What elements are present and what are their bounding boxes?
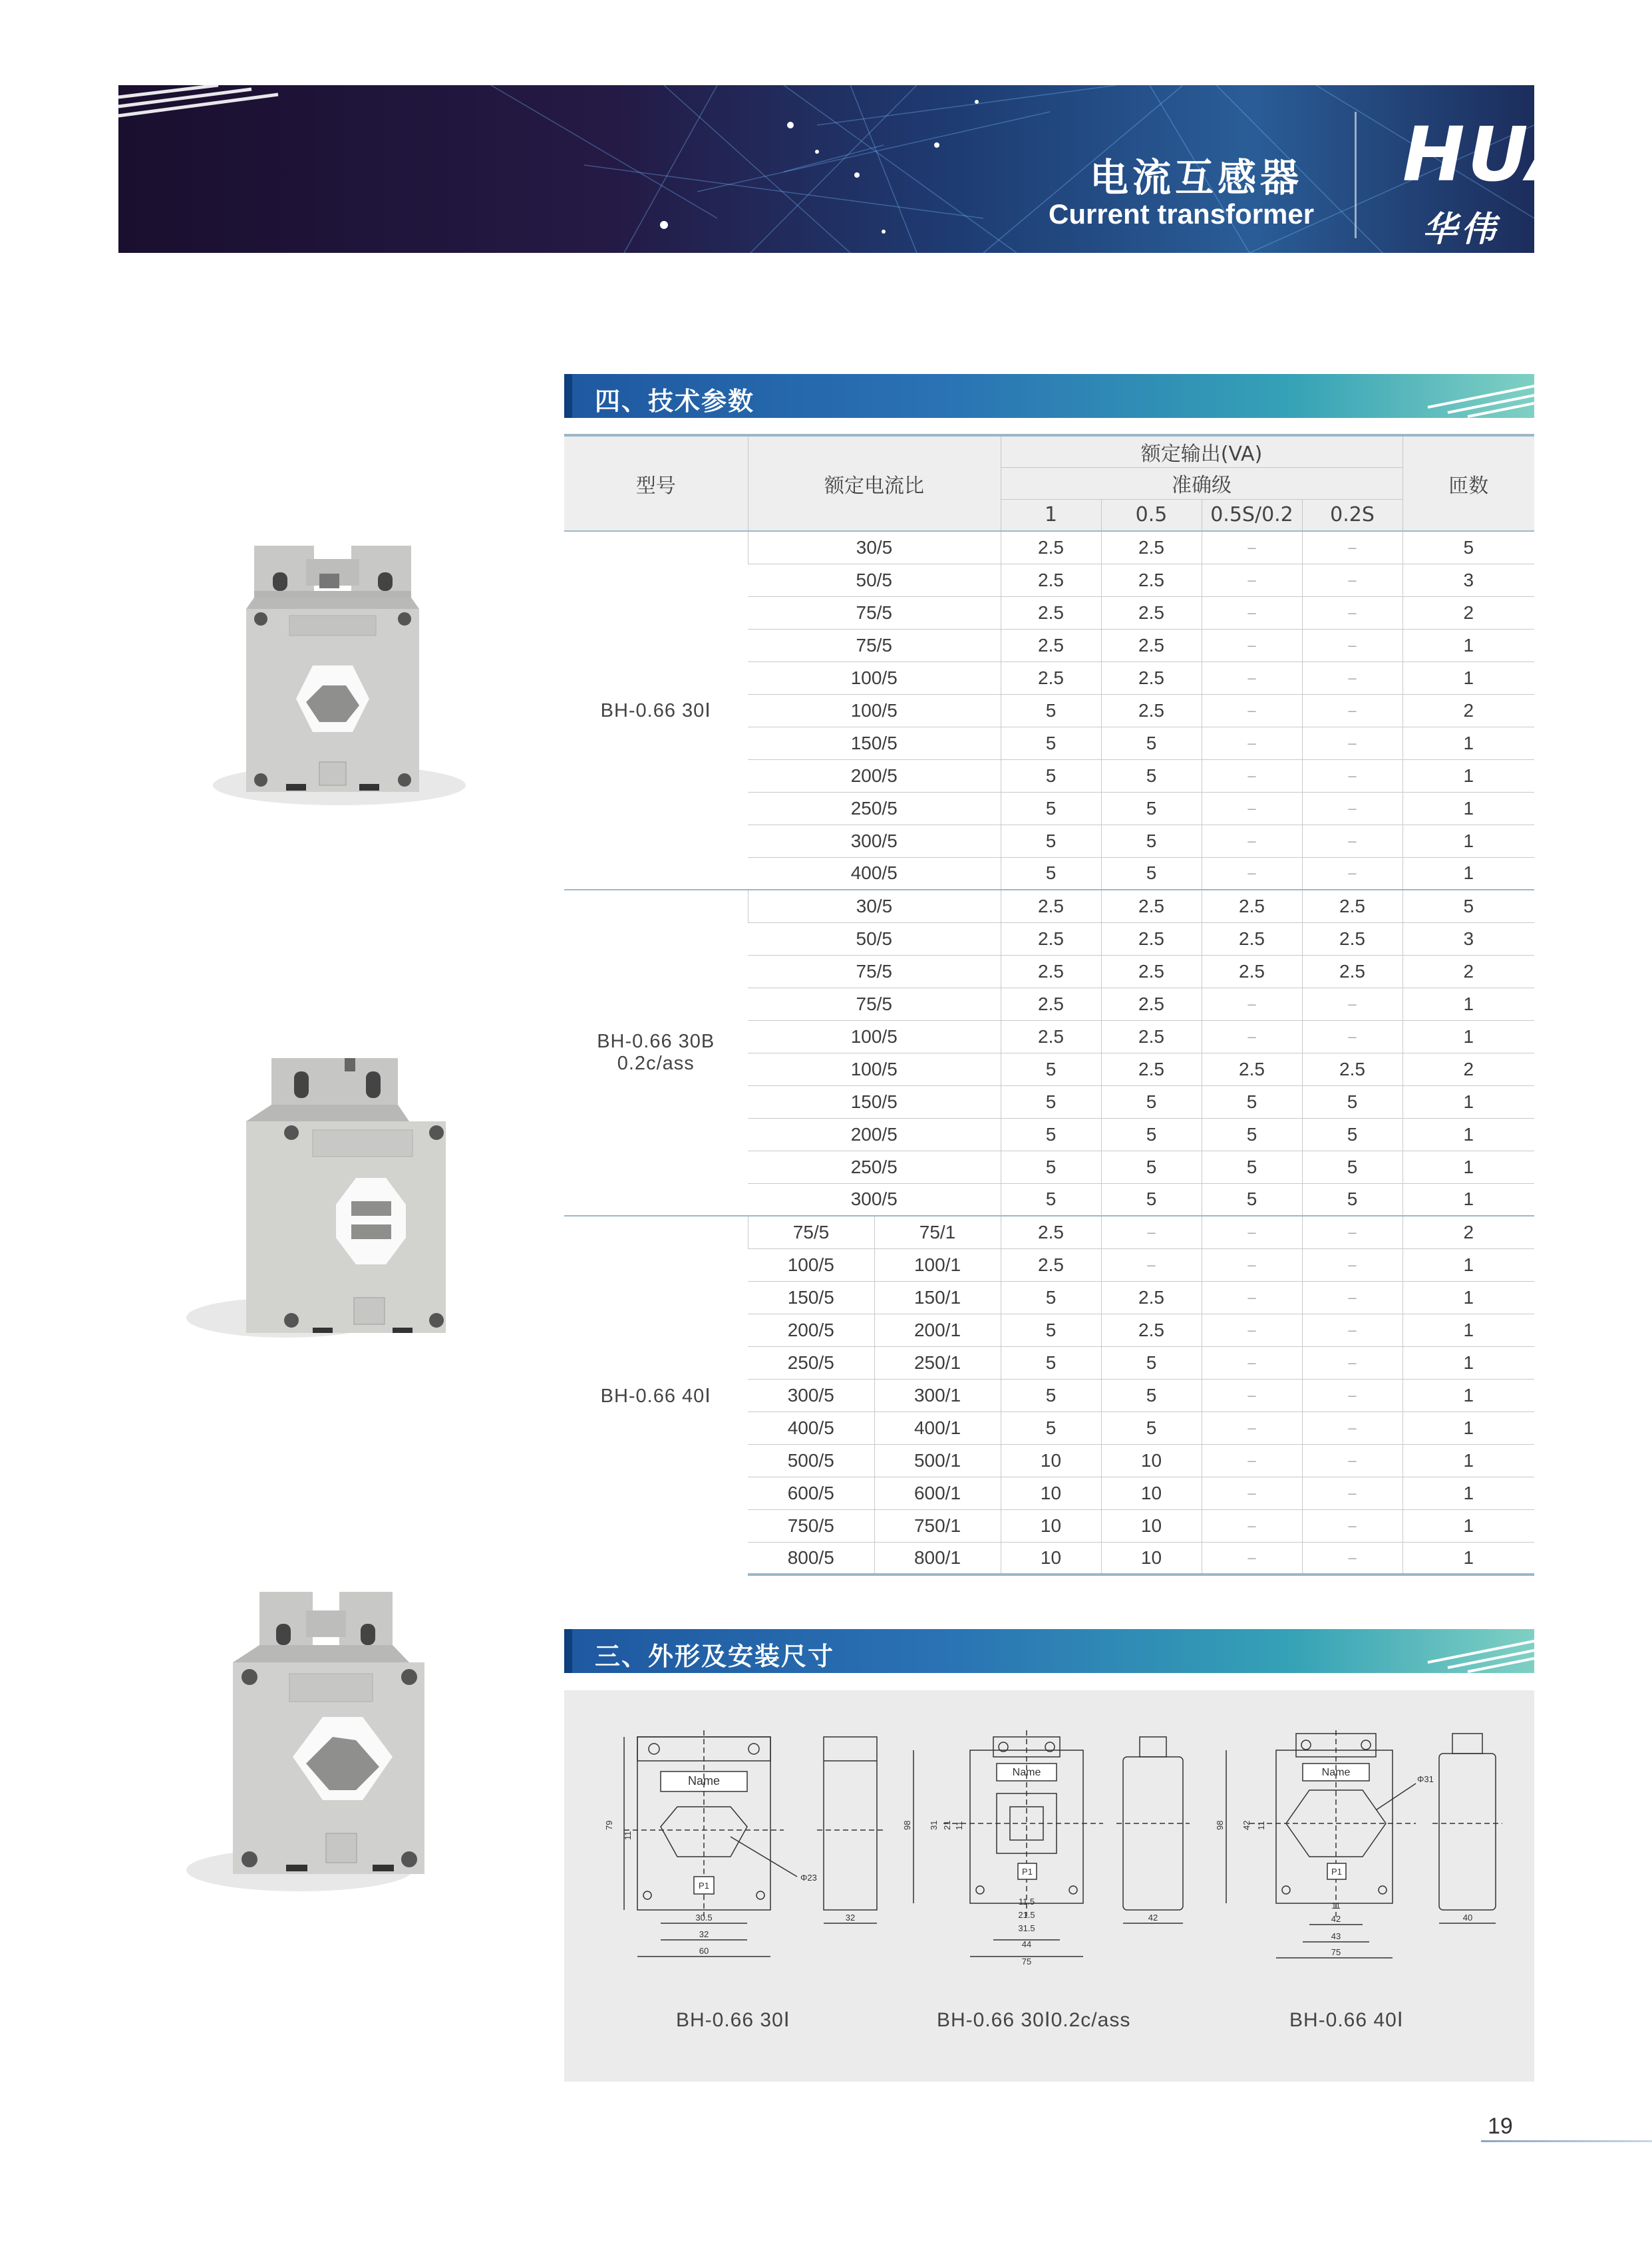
ratio-cell: 100/5	[748, 1248, 874, 1281]
drawing1-name-label: Name	[687, 1774, 721, 1787]
drawing2-p1-label: P1	[1022, 1867, 1033, 1877]
value-cell-c05: –	[1101, 1216, 1202, 1248]
value-cell-c02s: –	[1302, 629, 1403, 661]
col-header-class-05: 0.5	[1101, 499, 1202, 531]
drawing1-dim-height: 79	[604, 1820, 614, 1830]
header-banner	[118, 85, 1588, 299]
ratio-cell: 300/5	[748, 825, 1001, 857]
ratio-cell: 200/5	[748, 759, 1001, 792]
value-cell-c1: 5	[1001, 727, 1101, 759]
drawing1-caption: BH-0.66 30Ⅰ	[676, 2009, 790, 2031]
model-name: BH-0.66 30B	[597, 1031, 715, 1052]
value-cell-c1: 10	[1001, 1509, 1101, 1542]
ratio-cell: 250/5	[748, 1151, 1001, 1183]
ratio-cell: 200/5	[748, 1118, 1001, 1151]
turns-cell: 1	[1403, 1118, 1534, 1151]
ratio-cell: 150/5	[748, 1085, 1001, 1118]
ratio-cell: 250/5	[748, 792, 1001, 825]
value-cell-c05s: –	[1202, 1248, 1302, 1281]
value-cell-c05s: –	[1202, 1379, 1302, 1411]
value-cell-c1: 5	[1001, 1183, 1101, 1216]
turns-cell: 1	[1403, 1477, 1534, 1509]
turns-cell: 1	[1403, 727, 1534, 759]
value-cell-c02s: –	[1302, 857, 1403, 890]
value-cell-c02s: –	[1302, 1509, 1403, 1542]
value-cell-c02s: –	[1302, 727, 1403, 759]
turns-cell: 2	[1403, 1053, 1534, 1085]
value-cell-c1: 2.5	[1001, 988, 1101, 1020]
table-row	[564, 531, 1534, 564]
value-cell-c02s: –	[1302, 1444, 1403, 1477]
value-cell-c05: –	[1101, 1248, 1202, 1281]
value-cell-c05s: –	[1202, 661, 1302, 694]
value-cell-c1: 2.5	[1001, 531, 1101, 564]
ratio-cell: 400/5	[748, 857, 1001, 890]
value-cell-c02s: –	[1302, 1411, 1403, 1444]
drawing-bh066-30i	[597, 1730, 884, 1983]
ratio-cell: 400/5	[748, 1411, 874, 1444]
model-subname: 0.2c/ass	[617, 1053, 695, 1074]
value-cell-c05: 2.5	[1101, 1020, 1202, 1053]
drawing2-name-label: Name	[1012, 1767, 1041, 1778]
value-cell-c1: 10	[1001, 1444, 1101, 1477]
turns-cell: 2	[1403, 596, 1534, 629]
ratio-alt-cell: 250/1	[874, 1346, 1001, 1379]
value-cell-c05: 2.5	[1101, 564, 1202, 596]
value-cell-c1: 2.5	[1001, 1216, 1101, 1248]
value-cell-c05: 5	[1101, 825, 1202, 857]
model-cell	[564, 531, 748, 890]
ratio-cell: 75/5	[748, 596, 1001, 629]
value-cell-c02s: 5	[1302, 1085, 1403, 1118]
turns-cell: 1	[1403, 1085, 1534, 1118]
value-cell-c1: 5	[1001, 1411, 1101, 1444]
value-cell-c1: 5	[1001, 1346, 1101, 1379]
turns-cell: 1	[1403, 792, 1534, 825]
value-cell-c05s: –	[1202, 988, 1302, 1020]
drawing1-dim-11: 11	[623, 1831, 633, 1840]
value-cell-c02s: –	[1302, 531, 1403, 564]
product-photo-bh066-30b	[180, 1051, 479, 1344]
value-cell-c05: 2.5	[1101, 629, 1202, 661]
ratio-alt-cell: 400/1	[874, 1411, 1001, 1444]
ratio-alt-cell: 750/1	[874, 1509, 1001, 1542]
value-cell-c1: 5	[1001, 1118, 1101, 1151]
col-header-ratio: 额定电流比	[748, 435, 1001, 531]
turns-cell: 1	[1403, 1183, 1534, 1216]
section-accent	[564, 1629, 572, 1673]
value-cell-c05: 2.5	[1101, 1053, 1202, 1085]
value-cell-c02s: –	[1302, 792, 1403, 825]
value-cell-c05: 10	[1101, 1509, 1202, 1542]
turns-cell: 1	[1403, 759, 1534, 792]
value-cell-c02s: –	[1302, 1379, 1403, 1411]
turns-cell: 1	[1403, 1444, 1534, 1477]
drawing1-p1-label: P1	[699, 1881, 709, 1891]
value-cell-c05s: –	[1202, 629, 1302, 661]
ratio-cell: 100/5	[748, 1053, 1001, 1085]
turns-cell: 1	[1403, 1346, 1534, 1379]
value-cell-c05: 2.5	[1101, 694, 1202, 727]
ratio-cell: 150/5	[748, 1281, 874, 1314]
value-cell-c1: 10	[1001, 1477, 1101, 1509]
drawing3-dim-42: 42	[1241, 1820, 1251, 1830]
value-cell-c05: 5	[1101, 1118, 1202, 1151]
table-row	[564, 890, 1534, 922]
section-header-dimensions	[564, 1629, 1534, 1673]
value-cell-c02s: –	[1302, 1542, 1403, 1575]
turns-cell: 1	[1403, 1281, 1534, 1314]
turns-cell: 2	[1403, 955, 1534, 988]
value-cell-c05s: –	[1202, 825, 1302, 857]
turns-cell: 1	[1403, 1314, 1534, 1346]
value-cell-c05s: –	[1202, 1411, 1302, 1444]
col-header-turns: 匝数	[1403, 435, 1534, 531]
ratio-alt-cell: 75/1	[874, 1216, 1001, 1248]
drawing2-caption: BH-0.66 30Ⅰ0.2c/ass	[937, 2009, 1131, 2031]
table-row	[564, 1216, 1534, 1248]
value-cell-c05s: –	[1202, 1281, 1302, 1314]
ratio-cell: 30/5	[748, 890, 1001, 922]
turns-cell: 5	[1403, 531, 1534, 564]
drawing3-dim-11b: 11	[1331, 1901, 1341, 1911]
value-cell-c05: 5	[1101, 1183, 1202, 1216]
value-cell-c05: 2.5	[1101, 531, 1202, 564]
value-cell-c1: 5	[1001, 1314, 1101, 1346]
page-number-underline	[1481, 2140, 1652, 2142]
drawing2-dim-31: 31	[929, 1820, 939, 1830]
model-cell	[564, 890, 748, 1216]
value-cell-c02s: –	[1302, 825, 1403, 857]
value-cell-c02s: –	[1302, 988, 1403, 1020]
section-stripes	[1401, 374, 1534, 418]
value-cell-c05s: –	[1202, 694, 1302, 727]
value-cell-c05: 2.5	[1101, 890, 1202, 922]
value-cell-c05s: –	[1202, 1314, 1302, 1346]
drawing3-caption: BH-0.66 40Ⅰ	[1289, 2009, 1404, 2031]
col-header-class-1: 1	[1001, 499, 1101, 531]
value-cell-c05s: 2.5	[1202, 955, 1302, 988]
value-cell-c1: 2.5	[1001, 1020, 1101, 1053]
drawing2-dim-21-5: 21.5	[1018, 1910, 1035, 1920]
ratio-cell: 100/5	[748, 661, 1001, 694]
value-cell-c1: 5	[1001, 1085, 1101, 1118]
turns-cell: 2	[1403, 1216, 1534, 1248]
value-cell-c05s: –	[1202, 1542, 1302, 1575]
value-cell-c05s: –	[1202, 564, 1302, 596]
drawing2-dim-75: 75	[1021, 1957, 1032, 1966]
value-cell-c02s: –	[1302, 661, 1403, 694]
value-cell-c02s: 2.5	[1302, 1053, 1403, 1085]
value-cell-c05: 5	[1101, 759, 1202, 792]
ratio-cell: 50/5	[748, 922, 1001, 955]
ratio-alt-cell: 200/1	[874, 1314, 1001, 1346]
value-cell-c1: 5	[1001, 857, 1101, 890]
value-cell-c05s: 2.5	[1202, 1053, 1302, 1085]
value-cell-c05s: 2.5	[1202, 922, 1302, 955]
turns-cell: 1	[1403, 1509, 1534, 1542]
banner-divider	[1355, 112, 1357, 238]
banner-title-cn: 电流互感器	[1090, 155, 1303, 200]
ratio-cell: 75/5	[748, 955, 1001, 988]
drawing3-dim-98: 98	[1215, 1820, 1225, 1830]
turns-cell: 3	[1403, 922, 1534, 955]
value-cell-c1: 2.5	[1001, 1248, 1101, 1281]
brand-logo-cn: 华伟仪表	[1422, 210, 1500, 299]
turns-cell: 1	[1403, 988, 1534, 1020]
value-cell-c1: 5	[1001, 825, 1101, 857]
section-title-dimensions: 三、外形及安装尺寸	[595, 1642, 835, 1671]
ratio-alt-cell: 800/1	[874, 1542, 1001, 1575]
value-cell-c02s: –	[1302, 1248, 1403, 1281]
value-cell-c05s: –	[1202, 1346, 1302, 1379]
value-cell-c05: 10	[1101, 1477, 1202, 1509]
value-cell-c02s: –	[1302, 694, 1403, 727]
drawing3-dim-11: 11	[1256, 1821, 1266, 1830]
page-number: 19	[1488, 2114, 1513, 2139]
value-cell-c05s: 2.5	[1202, 890, 1302, 922]
spec-table-body	[564, 531, 1534, 1575]
turns-cell: 1	[1403, 857, 1534, 890]
ratio-alt-cell: 150/1	[874, 1281, 1001, 1314]
value-cell-c02s: –	[1302, 596, 1403, 629]
value-cell-c02s: –	[1302, 1477, 1403, 1509]
spec-table	[564, 434, 1534, 1576]
drawing3-dim-43: 43	[1331, 1931, 1341, 1941]
dimension-drawings-panel	[564, 1690, 1534, 2082]
value-cell-c05s: 5	[1202, 1085, 1302, 1118]
value-cell-c02s: –	[1302, 1281, 1403, 1314]
col-header-class-02s: 0.2S	[1302, 499, 1403, 531]
section-accent	[564, 374, 572, 418]
value-cell-c05: 2.5	[1101, 955, 1202, 988]
drawing2-dim-31-5: 31.5	[1018, 1923, 1035, 1933]
ratio-cell: 75/5	[748, 629, 1001, 661]
brand-logo: HUA	[1403, 112, 1588, 198]
value-cell-c05s: –	[1202, 1477, 1302, 1509]
value-cell-c05: 2.5	[1101, 596, 1202, 629]
turns-cell: 1	[1403, 1379, 1534, 1411]
value-cell-c05: 5	[1101, 1085, 1202, 1118]
value-cell-c05s: –	[1202, 1216, 1302, 1248]
value-cell-c02s: –	[1302, 759, 1403, 792]
value-cell-c1: 5	[1001, 1151, 1101, 1183]
value-cell-c05: 5	[1101, 1411, 1202, 1444]
drawing1-dim-phi23: Φ23	[800, 1873, 817, 1883]
ratio-alt-cell: 100/1	[874, 1248, 1001, 1281]
drawing3-dim-75: 75	[1331, 1947, 1341, 1957]
ratio-alt-cell: 300/1	[874, 1379, 1001, 1411]
value-cell-c05s: –	[1202, 727, 1302, 759]
col-header-accuracy: 准确级	[1001, 467, 1403, 499]
value-cell-c1: 5	[1001, 1379, 1101, 1411]
col-header-model: 型号	[564, 435, 748, 531]
ratio-cell: 500/5	[748, 1444, 874, 1477]
turns-cell: 1	[1403, 1542, 1534, 1575]
turns-cell: 1	[1403, 629, 1534, 661]
drawing2-dim-44: 44	[1021, 1939, 1032, 1949]
value-cell-c1: 5	[1001, 1281, 1101, 1314]
value-cell-c05s: 5	[1202, 1183, 1302, 1216]
value-cell-c05s: –	[1202, 596, 1302, 629]
drawing1-dim-side-32: 32	[845, 1913, 856, 1923]
value-cell-c05: 2.5	[1101, 988, 1202, 1020]
ratio-cell: 100/5	[748, 1020, 1001, 1053]
section-title-specs: 四、技术参数	[595, 387, 755, 416]
drawing2-dim-98: 98	[902, 1820, 912, 1830]
value-cell-c02s: 5	[1302, 1183, 1403, 1216]
value-cell-c02s: –	[1302, 1216, 1403, 1248]
value-cell-c05: 5	[1101, 1379, 1202, 1411]
drawing1-dim-30-5: 30.5	[695, 1913, 713, 1923]
value-cell-c02s: –	[1302, 1346, 1403, 1379]
value-cell-c05s: –	[1202, 1020, 1302, 1053]
value-cell-c1: 5	[1001, 759, 1101, 792]
value-cell-c05s: 5	[1202, 1118, 1302, 1151]
drawing3-dim-42b: 42	[1331, 1914, 1341, 1924]
turns-cell: 1	[1403, 825, 1534, 857]
ratio-cell: 75/5	[748, 1216, 874, 1248]
value-cell-c1: 2.5	[1001, 922, 1101, 955]
value-cell-c1: 10	[1001, 1542, 1101, 1575]
value-cell-c05s: –	[1202, 1444, 1302, 1477]
value-cell-c05s: –	[1202, 857, 1302, 890]
section-header-specs	[564, 374, 1534, 418]
value-cell-c1: 2.5	[1001, 890, 1101, 922]
ratio-cell: 300/5	[748, 1183, 1001, 1216]
drawing3-p1-label: P1	[1331, 1867, 1342, 1877]
drawing1-dim-60: 60	[699, 1946, 709, 1956]
ratio-cell: 800/5	[748, 1542, 874, 1575]
value-cell-c02s: –	[1302, 1020, 1403, 1053]
drawing-bh066-30i-02class	[904, 1730, 1203, 1983]
value-cell-c1: 5	[1001, 694, 1101, 727]
product-photo-bh066-30i	[206, 532, 459, 812]
product-photo-bh066-40i	[180, 1577, 486, 1897]
ratio-cell: 750/5	[748, 1509, 874, 1542]
value-cell-c05s: –	[1202, 759, 1302, 792]
value-cell-c05: 5	[1101, 1346, 1202, 1379]
value-cell-c05: 5	[1101, 1151, 1202, 1183]
value-cell-c1: 2.5	[1001, 629, 1101, 661]
ratio-cell: 75/5	[748, 988, 1001, 1020]
value-cell-c1: 2.5	[1001, 661, 1101, 694]
ratio-cell: 150/5	[748, 727, 1001, 759]
model-name: BH-0.66 30Ⅰ	[600, 700, 711, 721]
drawing1-dim-32: 32	[699, 1929, 709, 1939]
model-name: BH-0.66 40Ⅰ	[600, 1385, 711, 1407]
value-cell-c05s: –	[1202, 1509, 1302, 1542]
value-cell-c02s: 2.5	[1302, 890, 1403, 922]
value-cell-c02s: 5	[1302, 1151, 1403, 1183]
value-cell-c02s: –	[1302, 1314, 1403, 1346]
value-cell-c05: 10	[1101, 1542, 1202, 1575]
ratio-cell: 200/5	[748, 1314, 874, 1346]
ratio-alt-cell: 500/1	[874, 1444, 1001, 1477]
value-cell-c05s: –	[1202, 792, 1302, 825]
model-cell	[564, 1216, 748, 1575]
ratio-cell: 100/5	[748, 694, 1001, 727]
col-header-class-05s: 0.5S/0.2	[1202, 499, 1302, 531]
drawing2-dim-11-5: 11.5	[1018, 1897, 1035, 1907]
ratio-cell: 250/5	[748, 1346, 874, 1379]
value-cell-c05: 10	[1101, 1444, 1202, 1477]
value-cell-c05: 2.5	[1101, 1281, 1202, 1314]
banner-title-en: Current transformer	[1049, 198, 1315, 230]
value-cell-c05: 2.5	[1101, 1314, 1202, 1346]
turns-cell: 1	[1403, 1020, 1534, 1053]
drawing2-dim-21: 21	[942, 1820, 952, 1830]
col-header-output: 额定输出(VA)	[1001, 435, 1403, 467]
value-cell-c1: 5	[1001, 1053, 1101, 1085]
network-background-graphic	[118, 85, 1534, 253]
ratio-cell: 50/5	[748, 564, 1001, 596]
value-cell-c05: 2.5	[1101, 922, 1202, 955]
value-cell-c1: 2.5	[1001, 955, 1101, 988]
value-cell-c1: 2.5	[1001, 596, 1101, 629]
turns-cell: 3	[1403, 564, 1534, 596]
value-cell-c02s: 5	[1302, 1118, 1403, 1151]
drawing3-name-label: Name	[1321, 1767, 1351, 1778]
value-cell-c1: 2.5	[1001, 564, 1101, 596]
value-cell-c02s: 2.5	[1302, 922, 1403, 955]
drawing-bh066-40i	[1216, 1730, 1529, 1983]
drawing2-dim-side-42: 42	[1148, 1913, 1158, 1923]
ratio-cell: 600/5	[748, 1477, 874, 1509]
value-cell-c05: 5	[1101, 792, 1202, 825]
turns-cell: 1	[1403, 1248, 1534, 1281]
ratio-cell: 300/5	[748, 1379, 874, 1411]
value-cell-c05: 5	[1101, 727, 1202, 759]
drawing2-dim-11: 11	[954, 1821, 964, 1830]
banner-stripes-left	[118, 85, 278, 125]
turns-cell: 1	[1403, 661, 1534, 694]
drawing3-dim-phi31: Φ31	[1417, 1774, 1434, 1784]
value-cell-c02s: 2.5	[1302, 955, 1403, 988]
value-cell-c05s: –	[1202, 531, 1302, 564]
value-cell-c05s: 5	[1202, 1151, 1302, 1183]
value-cell-c1: 5	[1001, 792, 1101, 825]
section-stripes	[1401, 1629, 1534, 1673]
turns-cell: 1	[1403, 1411, 1534, 1444]
value-cell-c05: 2.5	[1101, 661, 1202, 694]
drawing3-dim-side-40: 40	[1462, 1913, 1473, 1923]
turns-cell: 5	[1403, 890, 1534, 922]
turns-cell: 1	[1403, 1151, 1534, 1183]
ratio-cell: 30/5	[748, 531, 1001, 564]
value-cell-c02s: –	[1302, 564, 1403, 596]
value-cell-c05: 5	[1101, 857, 1202, 890]
turns-cell: 2	[1403, 694, 1534, 727]
ratio-alt-cell: 600/1	[874, 1477, 1001, 1509]
